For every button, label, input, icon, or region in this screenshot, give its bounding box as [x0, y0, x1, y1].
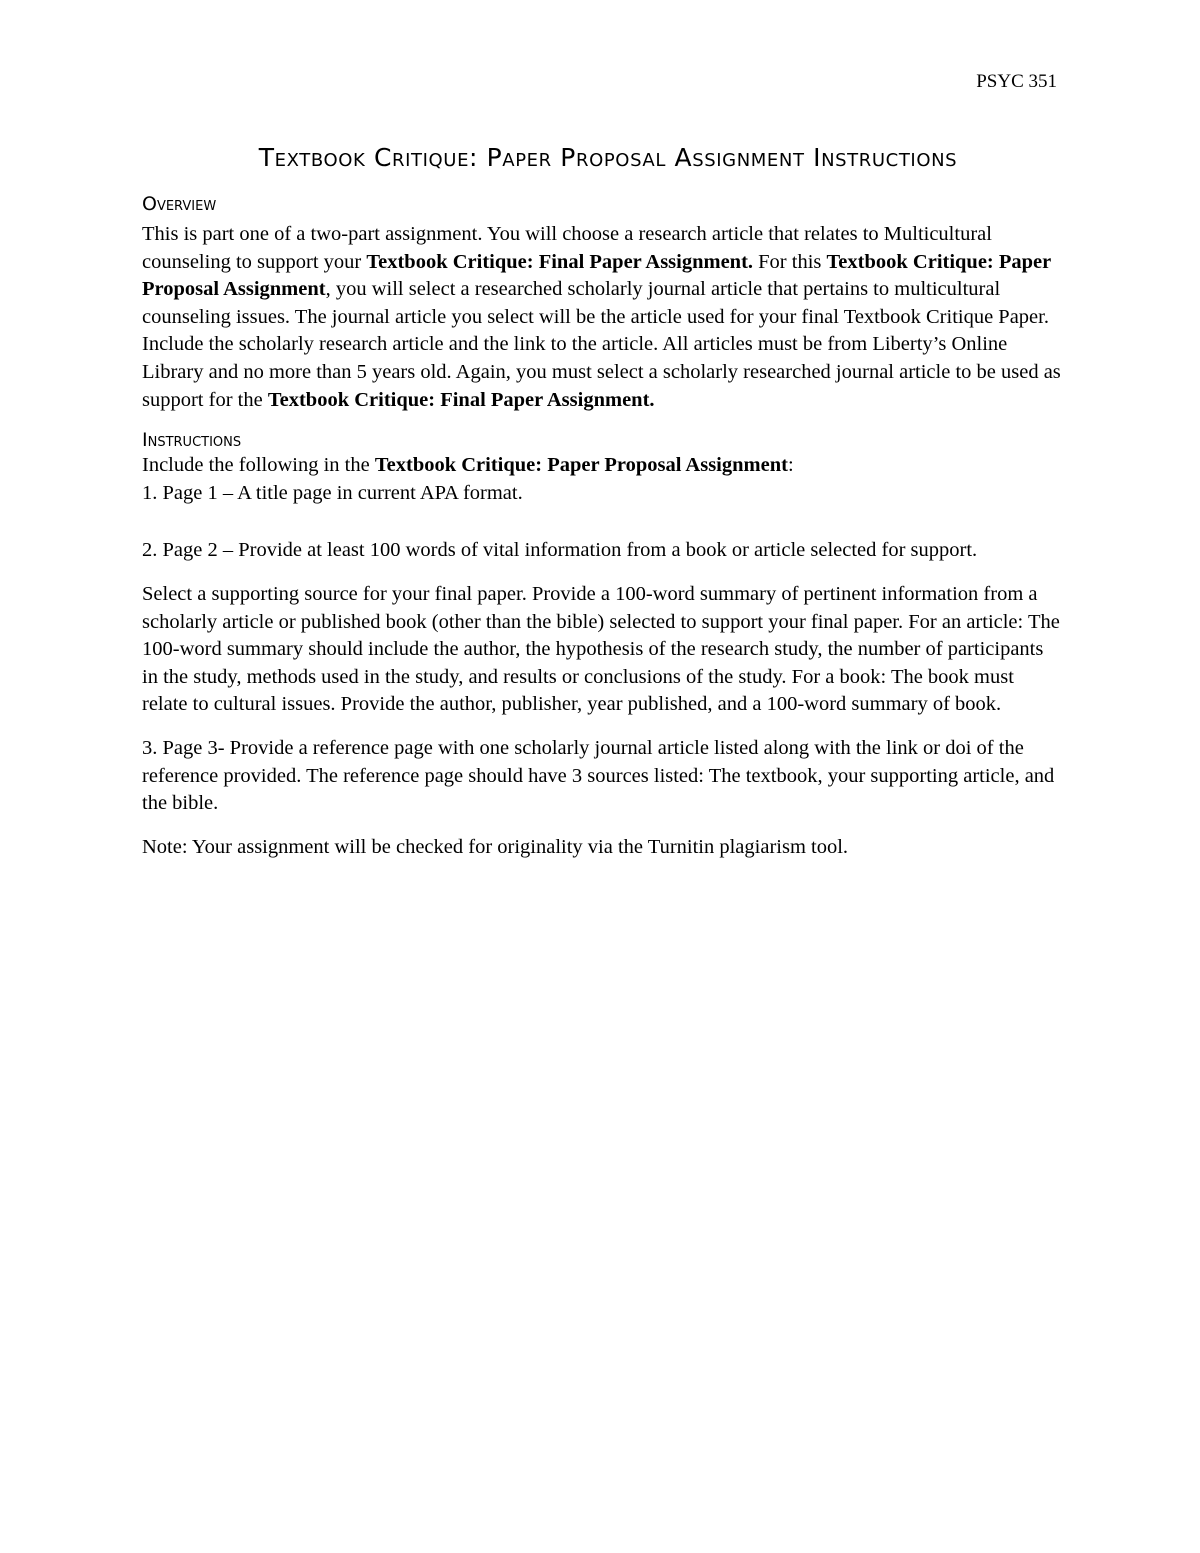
overview-paragraph [142, 221, 1062, 414]
instructions-intro [142, 452, 1062, 480]
overview-text-1: This is part one of a two-part assignment. You will choose a research article that relates to Multicultural counseling to support your [142, 223, 992, 273]
instructions-heading: Instructions [142, 429, 242, 452]
course-code: PSYC 351 [976, 71, 1057, 92]
instruction-item-2-detail: Select a supporting source for your final paper. Provide a 100-word summary of pertinent information from a scholarly article or published book (other than the bible) selected to support your final paper. For an article: The 100-word summary should include the author, the hypothesis of the research study, the number of participants in the study, methods used in the study, and results or conclusions of the study. For a book: The book must relate to cultural issues. Provide the author, publisher, year published, and a 100-word summary of book. [142, 582, 1060, 716]
instructions-intro-text: Include the following in the [142, 454, 375, 477]
instructions-intro-colon: : [787, 454, 794, 477]
overview-text-2: For this [753, 250, 827, 273]
instruction-item-3: 3. Page 3- Provide a reference page with one scholarly journal article listed along with the link or doi of the reference provided. The reference page should have 3 sources listed: The textbook, your supporting article, and the bible. [142, 736, 1055, 815]
document-title: Textbook Critique: Paper Proposal Assignment Instructions [258, 143, 958, 172]
originality-note: Note: Your assignment will be checked for originality via the Turnitin plagiarism tool. [142, 835, 849, 858]
instruction-item-1: 1. Page 1 – A title page in current APA format. [142, 481, 523, 504]
overview-bold-final-paper-2: Textbook Critique: Final Paper Assignment. [267, 388, 655, 411]
overview-heading: Overview [142, 193, 217, 215]
instructions-intro-bold: Textbook Critique: Paper Proposal Assignment [374, 454, 788, 477]
instruction-item-2: 2. Page 2 – Provide at least 100 words of vital information from a book or article selected for support. [142, 539, 978, 562]
overview-bold-proposal: Textbook Critique: Paper Proposal Assignment [142, 250, 1051, 301]
overview-bold-final-paper: Textbook Critique: Final Paper Assignment. [366, 250, 754, 273]
document-body [142, 142, 1062, 861]
overview-text-3: , you will select a researched scholarly journal article that pertains to multicultural counseling issues. The journal article you select will be the article used for your final Textbook Critique Paper. Include the scholarly research article and the link to the article. All articles must be from Liberty’s Online Library and no more than 5 years old. Again, you must select a scholarly researched journal article to be used as support for the [142, 278, 1061, 411]
